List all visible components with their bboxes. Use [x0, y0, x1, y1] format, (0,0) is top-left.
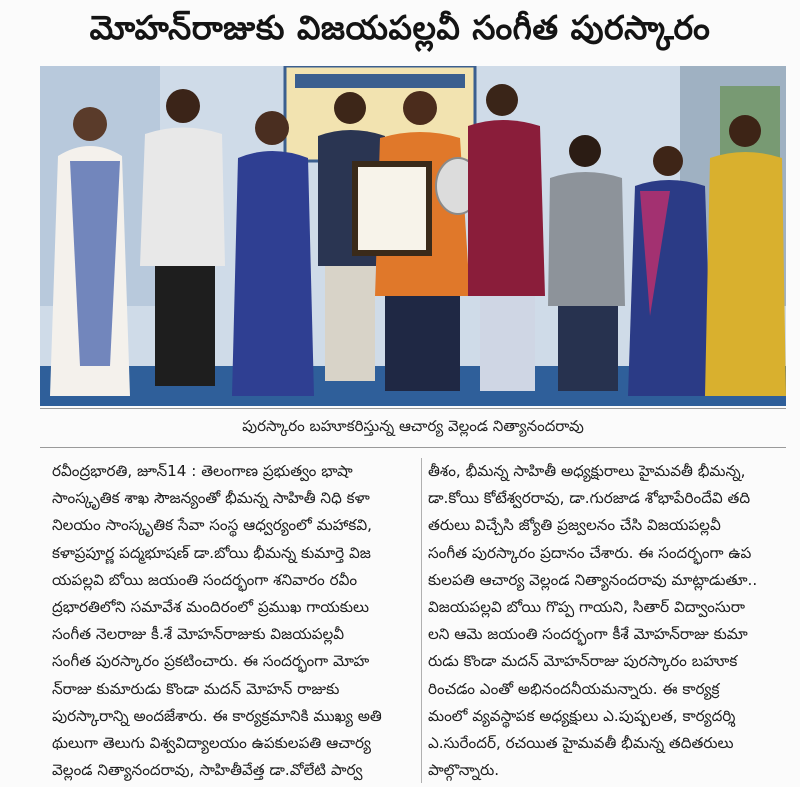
article-line: మంలో వ్యవస్థాపక అధ్యక్షులు ఎ.పుష్పలత, కార్యదర్శి: [428, 706, 736, 725]
article-line: సంగీత పురస్కారం ప్రకటించారు. ఈ సందర్భంగా మోహ: [52, 652, 370, 671]
article-line: థులుగా తెలుగు విశ్వవిద్యాలయం ఉపకులపతి ఆచార్య: [52, 733, 371, 752]
article-line: లని ఆమె జయంతి సందర్భంగా కీశే మోహన్‌రాజు కుమా: [428, 625, 748, 644]
article-line: రవీంద్రభారతి, జూన్14 : తెలంగాణ ప్రభుత్వం భాషా: [52, 462, 353, 480]
photo-caption: పురస్కారం బహూకరిస్తున్న ఆచార్య వెల్లండ నిత్యానందరావు: [242, 417, 584, 435]
article-line: రుడు కొండా మదన్ మోహన్‌రాజు పురస్కారం బహూక: [428, 652, 738, 671]
award-ceremony-illustration: [40, 66, 786, 406]
headline: మోహన్‌రాజుకు విజయపల్లవీ సంగీత పురస్కారం: [89, 7, 711, 47]
article-line: నిలయం సాంస్కృతిక సేవా సంస్థ ఆధ్వర్యంలో మహాకవి,: [52, 516, 372, 535]
article-line: విజయపల్లవి బోయి గొప్ప గాయని, సితార్ విద్వాంసురా: [428, 597, 746, 616]
article-line: తరులు విచ్చేసి జ్యోతి ప్రజ్వలనం చేసి విజయపల్లవీ: [428, 516, 721, 535]
article-line: డా.కోయి కోటేశ్వరరావు, డా.గురజాడ శోభాపేరిందేవి తది: [428, 489, 751, 508]
article-line: యపల్లవి బోయి జయంతి సందర్భంగా శనివారం రవీం: [52, 570, 358, 589]
article-line: ఎ.సురేందర్, రచయిత హైమవతీ భీమన్న తదితరులు: [428, 733, 734, 752]
article-line: సాంస్కృతిక శాఖ సౌజన్యంతో భీమన్న సాహితీ నిధి కళా: [52, 489, 370, 508]
article-line: కళాప్రపూర్ణ పద్మభూషణ్ డా.బోయి భీమన్న కుమార్తె విజ: [52, 543, 371, 562]
article-line: సంగీత నెలరాజు కీ.శే మోహన్‌రాజుకు విజయపల్లవీ: [52, 625, 345, 644]
article-line: ద్రభారతిలోని సమావేశ మందిరంలో ప్రముఖ గాయకులు: [52, 597, 370, 616]
article-line: వెల్లండ నిత్యానందరావు, సాహితీవేత్త డా.వోలేటి పార్వ: [52, 761, 363, 780]
article-line: కులపతి ఆచార్య వెల్లండ నిత్యానందరావు మాట్లాడుతూ..: [428, 570, 758, 589]
article-line: సంగీత పురస్కారం ప్రదానం చేశారు. ఈ సందర్భంగా ఉప: [428, 543, 752, 562]
caption-top-rule: [40, 408, 786, 409]
article-line: పాల్గొన్నారు.: [428, 761, 500, 780]
article-right-column: [428, 458, 788, 784]
caption-bottom-rule: [40, 447, 786, 448]
article-line: రించడం ఎంతో అభినందనీయమన్నారు. ఈ కార్యక్ర: [428, 679, 720, 698]
article-line: న్‌రాజు కుమారుడు కొండా మదన్ మోహన్ రాజుకు: [52, 679, 340, 698]
article-left-column: [52, 458, 412, 784]
column-divider: [421, 458, 422, 783]
article-line: తీశం, భీమన్న సాహితీ అధ్యక్షురాలు హైమవతీ భీమన్న,: [428, 462, 746, 480]
article-line: పురస్కారాన్ని అందజేశారు. ఈ కార్యక్రమానికి ముఖ్య అతి: [52, 706, 382, 725]
event-photo: [40, 66, 786, 406]
